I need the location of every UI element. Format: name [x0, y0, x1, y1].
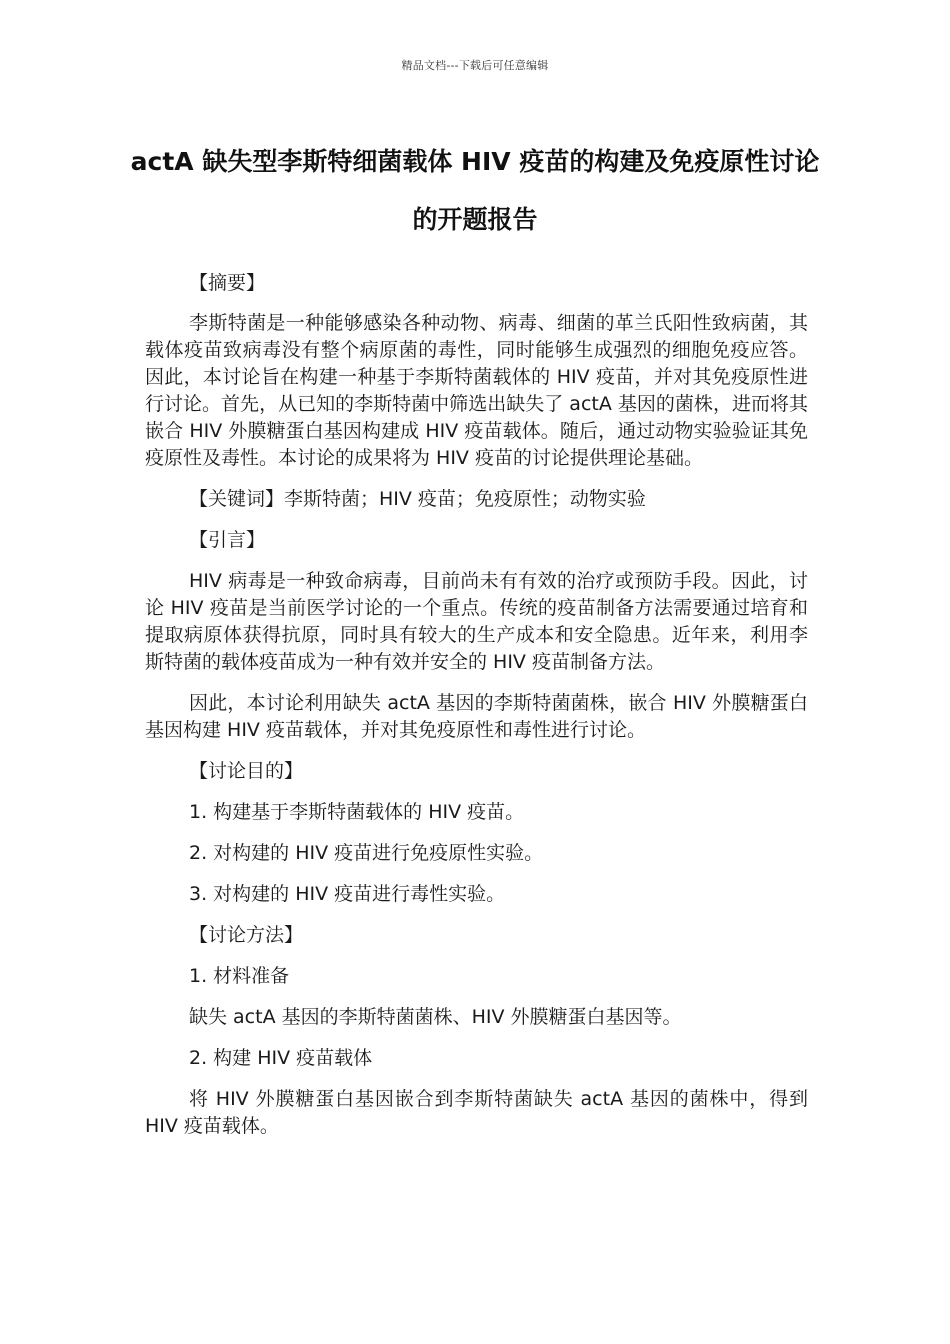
intro-paragraph-2: 因此，本讨论利用缺失 actA 基因的李斯特菌菌株，嵌合 HIV 外膜糖蛋白基因构建 HIV 疫苗载体，并对其免疫原性和毒性进行讨论。	[145, 692, 808, 741]
intro-heading: 【引言】	[189, 529, 266, 551]
page-header-note: 精品文档---下载后可任意编辑	[401, 59, 549, 72]
abstract-heading: 【摘要】	[189, 272, 266, 294]
purpose-item-2: 2. 对构建的 HIV 疫苗进行免疫原性实验。	[189, 842, 544, 864]
purpose-item-3: 3. 对构建的 HIV 疫苗进行毒性实验。	[189, 883, 506, 905]
purpose-item-1: 1. 构建基于李斯特菌载体的 HIV 疫苗。	[189, 801, 525, 823]
purpose-heading: 【讨论目的】	[189, 760, 304, 782]
document-body	[145, 270, 808, 1140]
intro-paragraph-1: HIV 病毒是一种致命病毒，目前尚未有有效的治疗或预防手段。因此，讨论 HIV 疫苗是当前医学讨论的一个重点。传统的疫苗制备方法需要通过培育和提取病原体获得抗原，同时具有较大的生产成本和安全隐患。近年来，利用李斯特菌的载体疫苗成为一种有效并安全的 HIV 疫苗制备方法。	[145, 570, 808, 673]
abstract-paragraph: 李斯特菌是一种能够感染各种动物、病毒、细菌的革兰氏阳性致病菌，其载体疫苗致病毒没有整个病原菌的毒性，同时能够生成强烈的细胞免疫应答。因此，本讨论旨在构建一种基于李斯特菌载体的 HIV 疫苗，并对其免疫原性进行讨论。首先，从已知的李斯特菌中筛选出缺失了 actA 基因的菌株，进而将其嵌合 HIV 外膜糖蛋白基因构建成 HIV 疫苗载体。随后，通过动物实验验证其免疫原性及毒性。本讨论的成果将为 HIV 疫苗的讨论提供理论基础。	[145, 312, 808, 469]
method-2-body: 将 HIV 外膜糖蛋白基因嵌合到李斯特菌缺失 actA 基因的菌株中，得到 HIV 疫苗载体。	[145, 1088, 808, 1137]
method-1-body: 缺失 actA 基因的李斯特菌菌株、HIV 外膜糖蛋白基因等。	[189, 1006, 682, 1028]
method-1-title: 1. 材料准备	[189, 965, 290, 987]
keywords-line: 【关键词】李斯特菌；HIV 疫苗；免疫原性；动物实验	[189, 488, 646, 510]
method-2-title: 2. 构建 HIV 疫苗载体	[189, 1047, 373, 1069]
document-title: actA 缺失型李斯特细菌载体 HIV 疫苗的构建及免疫原性讨论的开题报告	[130, 147, 820, 234]
method-heading: 【讨论方法】	[189, 924, 304, 946]
